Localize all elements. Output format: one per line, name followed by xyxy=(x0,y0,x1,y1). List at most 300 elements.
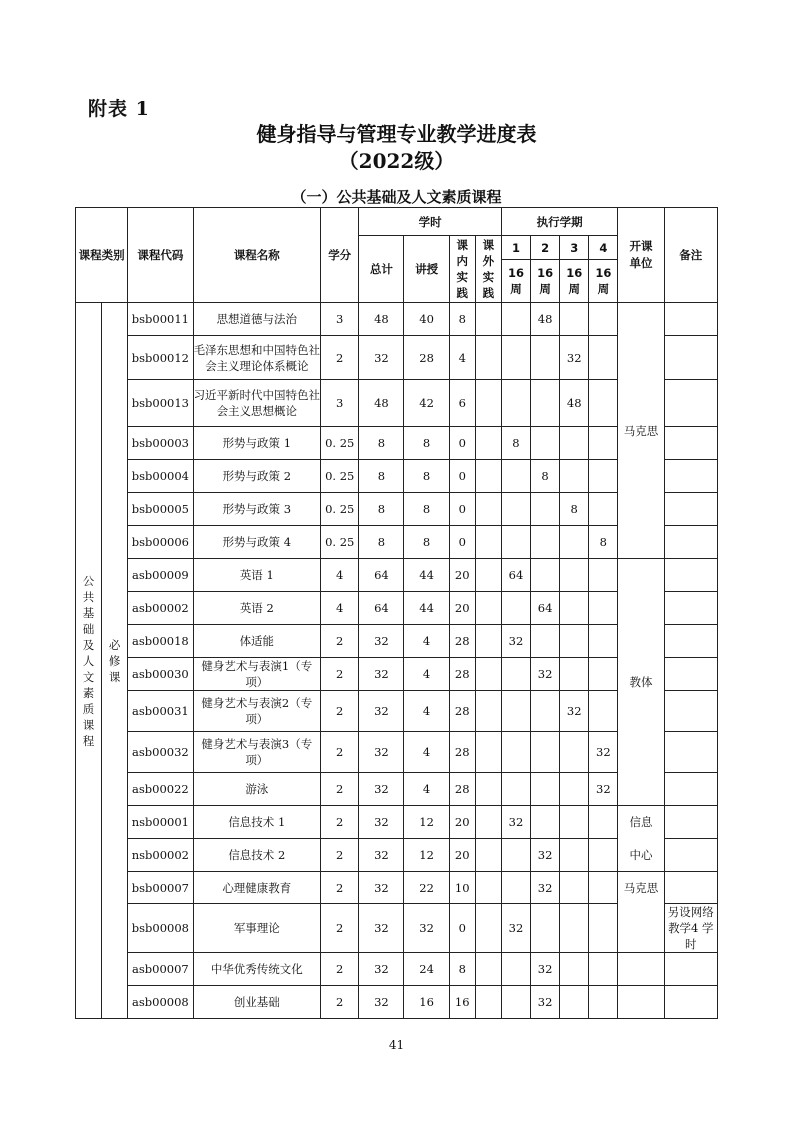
course-name: 英语 2 xyxy=(193,592,321,625)
cell-s3 xyxy=(560,559,589,592)
header-weeks-3 xyxy=(560,260,589,303)
cell-lecture: 24 xyxy=(404,953,449,986)
cell-out xyxy=(475,732,501,773)
remark-cell xyxy=(664,493,717,526)
cell-s2 xyxy=(531,427,560,460)
header-hours: 学时 xyxy=(359,208,502,236)
remark-cell xyxy=(664,658,717,691)
weeks-part: 16 xyxy=(595,266,612,280)
cell-in: 6 xyxy=(449,380,475,427)
cell-s2: 32 xyxy=(531,872,560,904)
header-code: 课程代码 xyxy=(128,208,193,303)
cell-in: 0 xyxy=(449,904,475,953)
cell-total: 32 xyxy=(359,625,404,658)
header-name: 课程名称 xyxy=(193,208,321,303)
course-code: bsb00005 xyxy=(128,493,193,526)
cell-credit: 0. 25 xyxy=(321,526,359,559)
cell-s1: 8 xyxy=(501,427,530,460)
header-in-class xyxy=(449,236,475,303)
cell-out xyxy=(475,839,501,872)
cell-s4: 32 xyxy=(589,732,618,773)
course-name: 形势与政策 2 xyxy=(193,460,321,493)
cell-s3 xyxy=(560,953,589,986)
remark-cell xyxy=(664,806,717,839)
cell-credit: 2 xyxy=(321,336,359,380)
section-title: （一）公共基础及人文素质课程 xyxy=(291,188,502,206)
remark-cell xyxy=(664,773,717,806)
cell-s2: 32 xyxy=(531,658,560,691)
course-name: 创业基础 xyxy=(193,986,321,1019)
cell-s4 xyxy=(589,303,618,336)
cell-lecture: 22 xyxy=(404,872,449,904)
cell-s3 xyxy=(560,986,589,1019)
cell-total: 32 xyxy=(359,658,404,691)
cell-s3: 48 xyxy=(560,380,589,427)
cell-total: 32 xyxy=(359,953,404,986)
cell-s2 xyxy=(531,732,560,773)
cell-out xyxy=(475,773,501,806)
cell-s3 xyxy=(560,872,589,904)
course-code: asb00018 xyxy=(128,625,193,658)
course-name: 英语 1 xyxy=(193,559,321,592)
cell-s3 xyxy=(560,773,589,806)
cell-total: 8 xyxy=(359,427,404,460)
cell-s3 xyxy=(560,625,589,658)
appendix-label: 附表 1 xyxy=(88,98,150,120)
cell-credit: 2 xyxy=(321,658,359,691)
remark-cell xyxy=(664,460,717,493)
cell-s2: 8 xyxy=(531,460,560,493)
cell-s1 xyxy=(501,658,530,691)
course-name: 健身艺术与表演3（专项） xyxy=(193,732,321,773)
header-sem-4: 4 xyxy=(589,236,618,260)
course-name: 思想道德与法治 xyxy=(193,303,321,336)
cell-s4 xyxy=(589,691,618,732)
cell-total: 32 xyxy=(359,691,404,732)
cell-out xyxy=(475,460,501,493)
cell-in: 0 xyxy=(449,526,475,559)
cell-in: 28 xyxy=(449,691,475,732)
cell-s3 xyxy=(560,460,589,493)
course-code: nsb00002 xyxy=(128,839,193,872)
course-code: bsb00007 xyxy=(128,872,193,904)
cell-total: 32 xyxy=(359,773,404,806)
cell-credit: 2 xyxy=(321,691,359,732)
cell-total: 8 xyxy=(359,526,404,559)
cell-total: 64 xyxy=(359,592,404,625)
table-row xyxy=(76,839,718,872)
cell-out xyxy=(475,493,501,526)
cell-out xyxy=(475,658,501,691)
cell-credit: 2 xyxy=(321,806,359,839)
cell-lecture: 12 xyxy=(404,839,449,872)
dept-info-1: 信息 xyxy=(618,806,664,839)
course-code: asb00002 xyxy=(128,592,193,625)
page-title: 健身指导与管理专业教学进度表 xyxy=(256,122,537,146)
cell-in: 20 xyxy=(449,559,475,592)
cell-total: 64 xyxy=(359,559,404,592)
remark-cell xyxy=(664,427,717,460)
cell-s1 xyxy=(501,380,530,427)
course-code: asb00009 xyxy=(128,559,193,592)
course-code: asb00008 xyxy=(128,986,193,1019)
cell-credit: 2 xyxy=(321,773,359,806)
cell-lecture: 44 xyxy=(404,592,449,625)
cell-s1 xyxy=(501,493,530,526)
cell-s2: 48 xyxy=(531,303,560,336)
remark-cell xyxy=(664,872,717,904)
cell-total: 32 xyxy=(359,904,404,953)
category-sub-cell xyxy=(102,303,128,1019)
cell-s1 xyxy=(501,336,530,380)
out-class-char: 践 xyxy=(482,286,495,300)
course-name: 毛泽东思想和中国特色社会主义理论体系概论 xyxy=(193,336,321,380)
remark-cell xyxy=(664,336,717,380)
out-class-char: 外 xyxy=(482,254,495,268)
course-name: 健身艺术与表演2（专项） xyxy=(193,691,321,732)
cell-lecture: 44 xyxy=(404,559,449,592)
cell-s4 xyxy=(589,625,618,658)
category-main-char: 课 xyxy=(82,717,95,732)
category-main-char: 及 xyxy=(82,637,95,652)
category-main-char: 共 xyxy=(82,589,95,604)
cell-in: 0 xyxy=(449,493,475,526)
cell-total: 32 xyxy=(359,732,404,773)
course-name: 信息技术 1 xyxy=(193,806,321,839)
cell-in: 20 xyxy=(449,806,475,839)
cell-total: 32 xyxy=(359,872,404,904)
header-weeks-4 xyxy=(589,260,618,303)
remark-cell: 另设网络教学4 学时 xyxy=(664,904,717,953)
cell-lecture: 4 xyxy=(404,691,449,732)
cell-s4 xyxy=(589,559,618,592)
cell-in: 4 xyxy=(449,336,475,380)
cell-s2 xyxy=(531,336,560,380)
header-weeks-2 xyxy=(531,260,560,303)
cell-s4 xyxy=(589,953,618,986)
page-subtitle: （2022级） xyxy=(338,149,455,173)
table-row xyxy=(76,986,718,1019)
cell-credit: 4 xyxy=(321,592,359,625)
cell-s2 xyxy=(531,526,560,559)
cell-s2 xyxy=(531,904,560,953)
course-code: bsb00013 xyxy=(128,380,193,427)
cell-s3 xyxy=(560,592,589,625)
course-name: 形势与政策 4 xyxy=(193,526,321,559)
course-code: bsb00012 xyxy=(128,336,193,380)
table-row xyxy=(76,953,718,986)
cell-out xyxy=(475,691,501,732)
course-code: bsb00011 xyxy=(128,303,193,336)
dept-empty xyxy=(618,986,664,1019)
cell-s4 xyxy=(589,493,618,526)
header-sem-2: 2 xyxy=(531,236,560,260)
cell-credit: 4 xyxy=(321,559,359,592)
header-weeks-1 xyxy=(501,260,530,303)
cell-s2: 32 xyxy=(531,986,560,1019)
category-main-char: 础 xyxy=(82,621,95,636)
cell-lecture: 8 xyxy=(404,460,449,493)
cell-lecture: 16 xyxy=(404,986,449,1019)
cell-s1: 64 xyxy=(501,559,530,592)
cell-credit: 3 xyxy=(321,303,359,336)
cell-lecture: 8 xyxy=(404,493,449,526)
category-main-char: 基 xyxy=(82,605,95,620)
in-class-char: 实 xyxy=(456,270,468,284)
course-name: 军事理论 xyxy=(193,904,321,953)
cell-in: 20 xyxy=(449,839,475,872)
cell-s4 xyxy=(589,904,618,953)
cell-credit: 2 xyxy=(321,625,359,658)
category-main-char: 素 xyxy=(82,685,95,700)
cell-total: 32 xyxy=(359,986,404,1019)
cell-total: 48 xyxy=(359,303,404,336)
cell-credit: 0. 25 xyxy=(321,493,359,526)
header-total: 总计 xyxy=(359,236,404,303)
course-code: asb00031 xyxy=(128,691,193,732)
remark-cell xyxy=(664,732,717,773)
cell-credit: 2 xyxy=(321,953,359,986)
cell-credit: 2 xyxy=(321,732,359,773)
cell-s2: 32 xyxy=(531,839,560,872)
cell-s1 xyxy=(501,773,530,806)
cell-out xyxy=(475,427,501,460)
cell-out xyxy=(475,380,501,427)
course-name: 中华优秀传统文化 xyxy=(193,953,321,986)
cell-s1 xyxy=(501,872,530,904)
weeks-part: 16 xyxy=(537,266,554,280)
cell-out xyxy=(475,806,501,839)
cell-s4 xyxy=(589,658,618,691)
cell-s1 xyxy=(501,839,530,872)
course-code: nsb00001 xyxy=(128,806,193,839)
course-code: asb00022 xyxy=(128,773,193,806)
cell-s3 xyxy=(560,806,589,839)
category-sub-char: 修 xyxy=(108,653,121,668)
cell-s4 xyxy=(589,336,618,380)
header-dept: 开课单位 xyxy=(618,208,664,303)
out-class-char: 实 xyxy=(482,270,495,284)
course-name: 形势与政策 1 xyxy=(193,427,321,460)
remark-cell xyxy=(664,625,717,658)
cell-s1 xyxy=(501,303,530,336)
header-remark: 备注 xyxy=(664,208,717,303)
category-main-char: 程 xyxy=(82,733,95,748)
cell-s2 xyxy=(531,625,560,658)
cell-s4: 32 xyxy=(589,773,618,806)
cell-in: 10 xyxy=(449,872,475,904)
cell-lecture: 28 xyxy=(404,336,449,380)
cell-total: 32 xyxy=(359,336,404,380)
cell-s4 xyxy=(589,460,618,493)
cell-s1: 32 xyxy=(501,806,530,839)
cell-credit: 2 xyxy=(321,872,359,904)
cell-s4 xyxy=(589,806,618,839)
weeks-part: 周 xyxy=(539,282,551,296)
cell-s2: 32 xyxy=(531,953,560,986)
dept-pe: 教体 xyxy=(618,559,664,806)
course-code: bsb00004 xyxy=(128,460,193,493)
course-code: asb00032 xyxy=(128,732,193,773)
cell-credit: 0. 25 xyxy=(321,460,359,493)
dept-marx: 马克思 xyxy=(618,303,664,559)
category-main-char: 质 xyxy=(82,701,95,716)
cell-s2 xyxy=(531,773,560,806)
cell-out xyxy=(475,559,501,592)
cell-s3 xyxy=(560,839,589,872)
cell-s3: 8 xyxy=(560,493,589,526)
course-code: bsb00003 xyxy=(128,427,193,460)
cell-credit: 2 xyxy=(321,839,359,872)
in-class-char: 内 xyxy=(456,254,468,268)
cell-out xyxy=(475,592,501,625)
category-sub-char: 课 xyxy=(108,669,121,684)
cell-s1 xyxy=(501,953,530,986)
cell-s4 xyxy=(589,592,618,625)
cell-out xyxy=(475,986,501,1019)
cell-lecture: 4 xyxy=(404,732,449,773)
cell-in: 20 xyxy=(449,592,475,625)
course-name: 健身艺术与表演1（专项） xyxy=(193,658,321,691)
cell-lecture: 4 xyxy=(404,658,449,691)
course-name: 心理健康教育 xyxy=(193,872,321,904)
cell-total: 48 xyxy=(359,380,404,427)
course-name: 习近平新时代中国特色社会主义思想概论 xyxy=(193,380,321,427)
cell-in: 8 xyxy=(449,953,475,986)
cell-credit: 3 xyxy=(321,380,359,427)
header-lecture: 讲授 xyxy=(404,236,449,303)
cell-lecture: 12 xyxy=(404,806,449,839)
cell-s1 xyxy=(501,691,530,732)
category-main-char: 人 xyxy=(82,653,95,668)
cell-total: 8 xyxy=(359,493,404,526)
header-sem-1: 1 xyxy=(501,236,530,260)
cell-s4 xyxy=(589,986,618,1019)
cell-s2 xyxy=(531,559,560,592)
cell-s1 xyxy=(501,592,530,625)
table-row xyxy=(76,559,718,592)
cell-s2 xyxy=(531,806,560,839)
in-class-char: 践 xyxy=(456,286,468,300)
cell-s3 xyxy=(560,732,589,773)
course-code: asb00007 xyxy=(128,953,193,986)
cell-in: 0 xyxy=(449,460,475,493)
category-sub-char: 必 xyxy=(108,637,121,652)
cell-lecture: 42 xyxy=(404,380,449,427)
cell-s1 xyxy=(501,732,530,773)
weeks-part: 16 xyxy=(507,266,524,280)
cell-s1: 32 xyxy=(501,904,530,953)
header-credit: 学分 xyxy=(321,208,359,303)
remark-cell xyxy=(664,986,717,1019)
table-row xyxy=(76,806,718,839)
cell-s3: 32 xyxy=(560,691,589,732)
cell-in: 0 xyxy=(449,427,475,460)
cell-out xyxy=(475,303,501,336)
remark-cell xyxy=(664,691,717,732)
weeks-part: 周 xyxy=(510,282,522,296)
cell-s1 xyxy=(501,986,530,1019)
out-class-char: 课 xyxy=(482,238,495,252)
cell-s3: 32 xyxy=(560,336,589,380)
cell-total: 32 xyxy=(359,806,404,839)
cell-s2 xyxy=(531,493,560,526)
cell-in: 16 xyxy=(449,986,475,1019)
cell-out xyxy=(475,872,501,904)
course-code: bsb00006 xyxy=(128,526,193,559)
cell-lecture: 8 xyxy=(404,427,449,460)
remark-cell xyxy=(664,953,717,986)
remark-cell xyxy=(664,839,717,872)
cell-s3 xyxy=(560,526,589,559)
cell-s4 xyxy=(589,380,618,427)
cell-out xyxy=(475,526,501,559)
cell-s4 xyxy=(589,839,618,872)
cell-lecture: 4 xyxy=(404,773,449,806)
weeks-part: 周 xyxy=(568,282,580,296)
cell-s3 xyxy=(560,427,589,460)
cell-s2 xyxy=(531,380,560,427)
header-category: 课程类别 xyxy=(76,208,128,303)
dept-empty xyxy=(618,953,664,986)
cell-total: 32 xyxy=(359,839,404,872)
remark-cell xyxy=(664,303,717,336)
cell-in: 28 xyxy=(449,732,475,773)
cell-total: 8 xyxy=(359,460,404,493)
cell-in: 28 xyxy=(449,773,475,806)
cell-s2: 64 xyxy=(531,592,560,625)
weeks-part: 周 xyxy=(597,282,610,296)
dept-marx-2: 马克思 xyxy=(618,872,664,953)
table-row xyxy=(76,872,718,904)
cell-out xyxy=(475,625,501,658)
cell-s4 xyxy=(589,872,618,904)
remark-cell xyxy=(664,592,717,625)
cell-in: 28 xyxy=(449,658,475,691)
cell-s4 xyxy=(589,427,618,460)
remark-cell xyxy=(664,559,717,592)
remark-cell xyxy=(664,380,717,427)
cell-credit: 2 xyxy=(321,904,359,953)
course-name: 体适能 xyxy=(193,625,321,658)
cell-s1: 32 xyxy=(501,625,530,658)
cell-lecture: 8 xyxy=(404,526,449,559)
course-name: 形势与政策 3 xyxy=(193,493,321,526)
cell-lecture: 4 xyxy=(404,625,449,658)
remark-cell xyxy=(664,526,717,559)
cell-out xyxy=(475,904,501,953)
cell-s4: 8 xyxy=(589,526,618,559)
cell-credit: 2 xyxy=(321,986,359,1019)
course-name: 信息技术 2 xyxy=(193,839,321,872)
category-main-cell xyxy=(76,303,102,1019)
cell-lecture: 40 xyxy=(404,303,449,336)
cell-s3 xyxy=(560,303,589,336)
cell-s2 xyxy=(531,691,560,732)
course-code: asb00030 xyxy=(128,658,193,691)
header-out-class xyxy=(475,236,501,303)
header-sem-3: 3 xyxy=(560,236,589,260)
cell-s1 xyxy=(501,526,530,559)
cell-s3 xyxy=(560,658,589,691)
dept-info-2: 中心 xyxy=(618,839,664,872)
course-code: bsb00008 xyxy=(128,904,193,953)
table-row xyxy=(76,303,718,336)
cell-out xyxy=(475,953,501,986)
schedule-table xyxy=(75,207,718,1019)
in-class-char: 课 xyxy=(456,238,468,252)
category-main-char: 文 xyxy=(82,669,95,684)
